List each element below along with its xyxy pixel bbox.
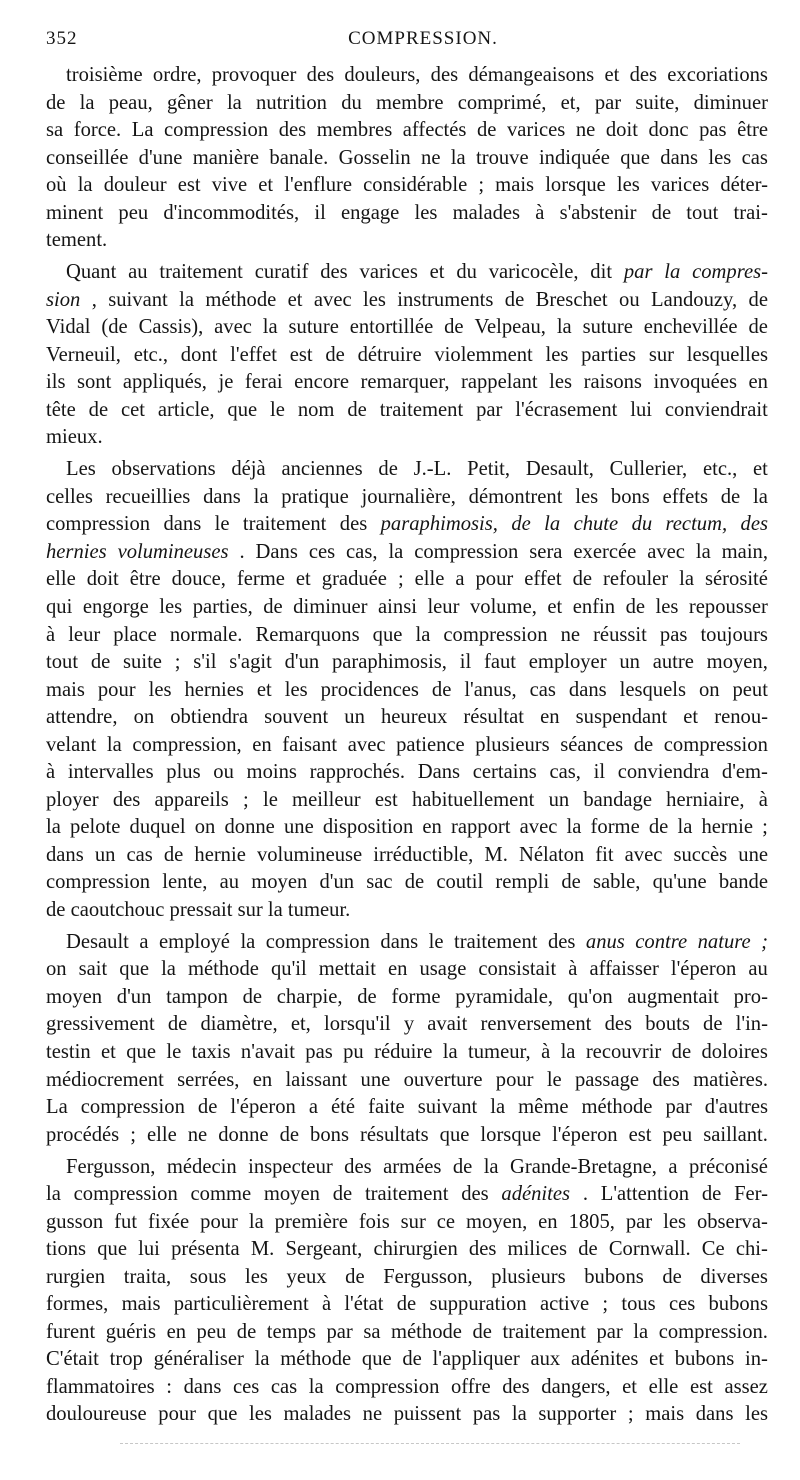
text-line: ils sont appliqués, je ferai encore remarquer, rappelant les raisons invoquées en — [46, 371, 768, 394]
page-header — [46, 28, 760, 54]
paragraph — [46, 929, 768, 1149]
paragraph — [46, 259, 768, 452]
text-line: gusson fut fixée pour la première fois sur ce moyen, en 1805, par les observa- — [46, 1210, 768, 1233]
text-line: compression dans le traitement des paraphimosis, de la chute du rectum, des — [46, 513, 768, 536]
text-line: compression lente, au moyen d'un sac de coutil rempli de sable, qu'une bande — [46, 871, 768, 894]
text-line: Les observations déjà anciennes de J.-L. Petit, Desault, Cullerier, etc., et — [66, 458, 768, 481]
paragraph — [46, 456, 768, 924]
text-line: Verneuil, etc., dont l'effet est de détruire violemment les parties sur lesquelles — [46, 343, 768, 366]
running-head: COMPRESSION. — [348, 28, 498, 49]
text-line: gressivement de diamètre, et, lorsqu'il y avait renversement des bouts de l'in- — [46, 1013, 768, 1036]
paragraph — [46, 62, 768, 255]
text-line: elle doit être douce, ferme et graduée ; elle a pour effet de refouler la sérosité — [46, 568, 768, 591]
text-line: où la douleur est vive et l'enflure considérable ; mais lorsque les varices déter- — [46, 174, 768, 197]
text-line: qui engorge les parties, de diminuer ainsi leur volume, et enfin de les repousser — [46, 595, 768, 618]
text-line: testin et que le taxis n'avait pas pu réduire la tumeur, à la recouvrir de doloires — [46, 1041, 768, 1064]
text-line: moyen d'un tampon de charpie, de forme pyramidale, qu'on augmentait pro- — [46, 985, 768, 1008]
text-line: douloureuse pour que les malades ne puissent pas la supporter ; mais dans les — [46, 1403, 768, 1426]
text-line: velant la compression, en faisant avec patience plusieurs séances de compression — [46, 733, 768, 756]
text-line: on sait que la méthode qu'il mettait en usage consistait à affaisser l'éperon au — [46, 958, 768, 981]
text-line: la compression comme moyen de traitement des adénites . L'attention de Fer- — [46, 1183, 768, 1206]
text-line: de la peau, gêner la nutrition du membre comprimé, et, par suite, diminuer — [46, 91, 768, 114]
text-line: tions que lui présenta M. Sergeant, chirurgien des milices de Cornwall. Ce chi- — [46, 1238, 768, 1261]
text-line: sion , suivant la méthode et avec les instruments de Breschet ou Landouzy, de — [46, 288, 768, 311]
text-line: hernies volumineuses . Dans ces cas, la compression sera exercée avec la main, — [46, 540, 768, 563]
text-line: Quant au traitement curatif des varices et du varicocèle, dit par la compres- — [66, 261, 768, 284]
text-line: la pelote duquel on donne une disposition en rapport avec la forme de la hernie ; — [46, 816, 768, 839]
text-line: C'était trop généraliser la méthode que de l'appliquer aux adénites et bubons in- — [46, 1348, 768, 1371]
text-line: furent guéris en peu de temps par sa méthode de traitement par la compression. — [46, 1320, 768, 1343]
text-line: minent peu d'incommodités, il engage les malades à s'abstenir de tout trai- — [46, 201, 768, 224]
text-line: conseillée d'une manière banale. Gosselin ne la trouve indiquée que dans les cas — [46, 146, 768, 169]
text-line: mieux. — [46, 426, 103, 449]
text-line: La compression de l'éperon a été faite suivant la même méthode par d'autres — [46, 1096, 768, 1119]
text-line: Fergusson, médecin inspecteur des armées de la Grande-Bretagne, a préconisé — [66, 1155, 768, 1178]
text-line: à intervalles plus ou moins rapprochés. Dans certains cas, il conviendra d'em- — [46, 761, 768, 784]
text-line: procédés ; elle ne donne de bons résultats que lorsque l'éperon est peu saillant. — [46, 1123, 768, 1146]
text-line: Vidal (de Cassis), avec la suture entortillée de Velpeau, la suture enchevillée de — [46, 316, 768, 339]
text-line: attendre, on obtiendra souvent un heureux résultat en suspendant et renou- — [46, 706, 768, 729]
text-line: à leur place normale. Remarquons que la compression ne réussit pas toujours — [46, 623, 768, 646]
text-line: dans un cas de hernie volumineuse irréductible, M. Nélaton fit avec succès une — [46, 843, 768, 866]
paragraph — [46, 1154, 768, 1429]
text-line: sa force. La compression des membres affectés de varices ne doit donc pas être — [46, 119, 768, 142]
text-line: mais pour les hernies et les procidences de l'anus, cas dans lesquels on peut — [46, 678, 768, 701]
text-line: celles recueillies dans la pratique journalière, démontrent les bons effets de la — [46, 485, 768, 508]
page-number: 352 — [46, 28, 78, 49]
text-line: flammatoires : dans ces cas la compression offre des dangers, et elle est assez — [46, 1375, 768, 1398]
text-line: rurgien traita, sous les yeux de Fergusson, plusieurs bubons de diverses — [46, 1265, 768, 1288]
text-line: tout de suite ; s'il s'agit d'un paraphimosis, il faut employer un autre moyen, — [46, 651, 768, 674]
text-line: formes, mais particulièrement à l'état de suppuration active ; tous ces bubons — [46, 1293, 768, 1316]
text-line: tement. — [46, 229, 108, 252]
text-line: Desault a employé la compression dans le traitement des anus contre nature ; — [66, 930, 768, 953]
body-text — [46, 62, 768, 1433]
bottom-edge-marks — [120, 1443, 740, 1446]
text-line: médiocrement serrées, en laissant une ouverture pour le passage des matières. — [46, 1068, 768, 1091]
text-line: ployer des appareils ; le meilleur est habituellement un bandage herniaire, à — [46, 788, 768, 811]
text-line: de caoutchouc pressait sur la tumeur. — [46, 899, 351, 921]
text-line: tête de cet article, que le nom de traitement par l'écrasement lui conviendrait — [46, 398, 768, 421]
text-line: troisième ordre, provoquer des douleurs, des démangeaisons et des excoriations — [66, 64, 768, 86]
